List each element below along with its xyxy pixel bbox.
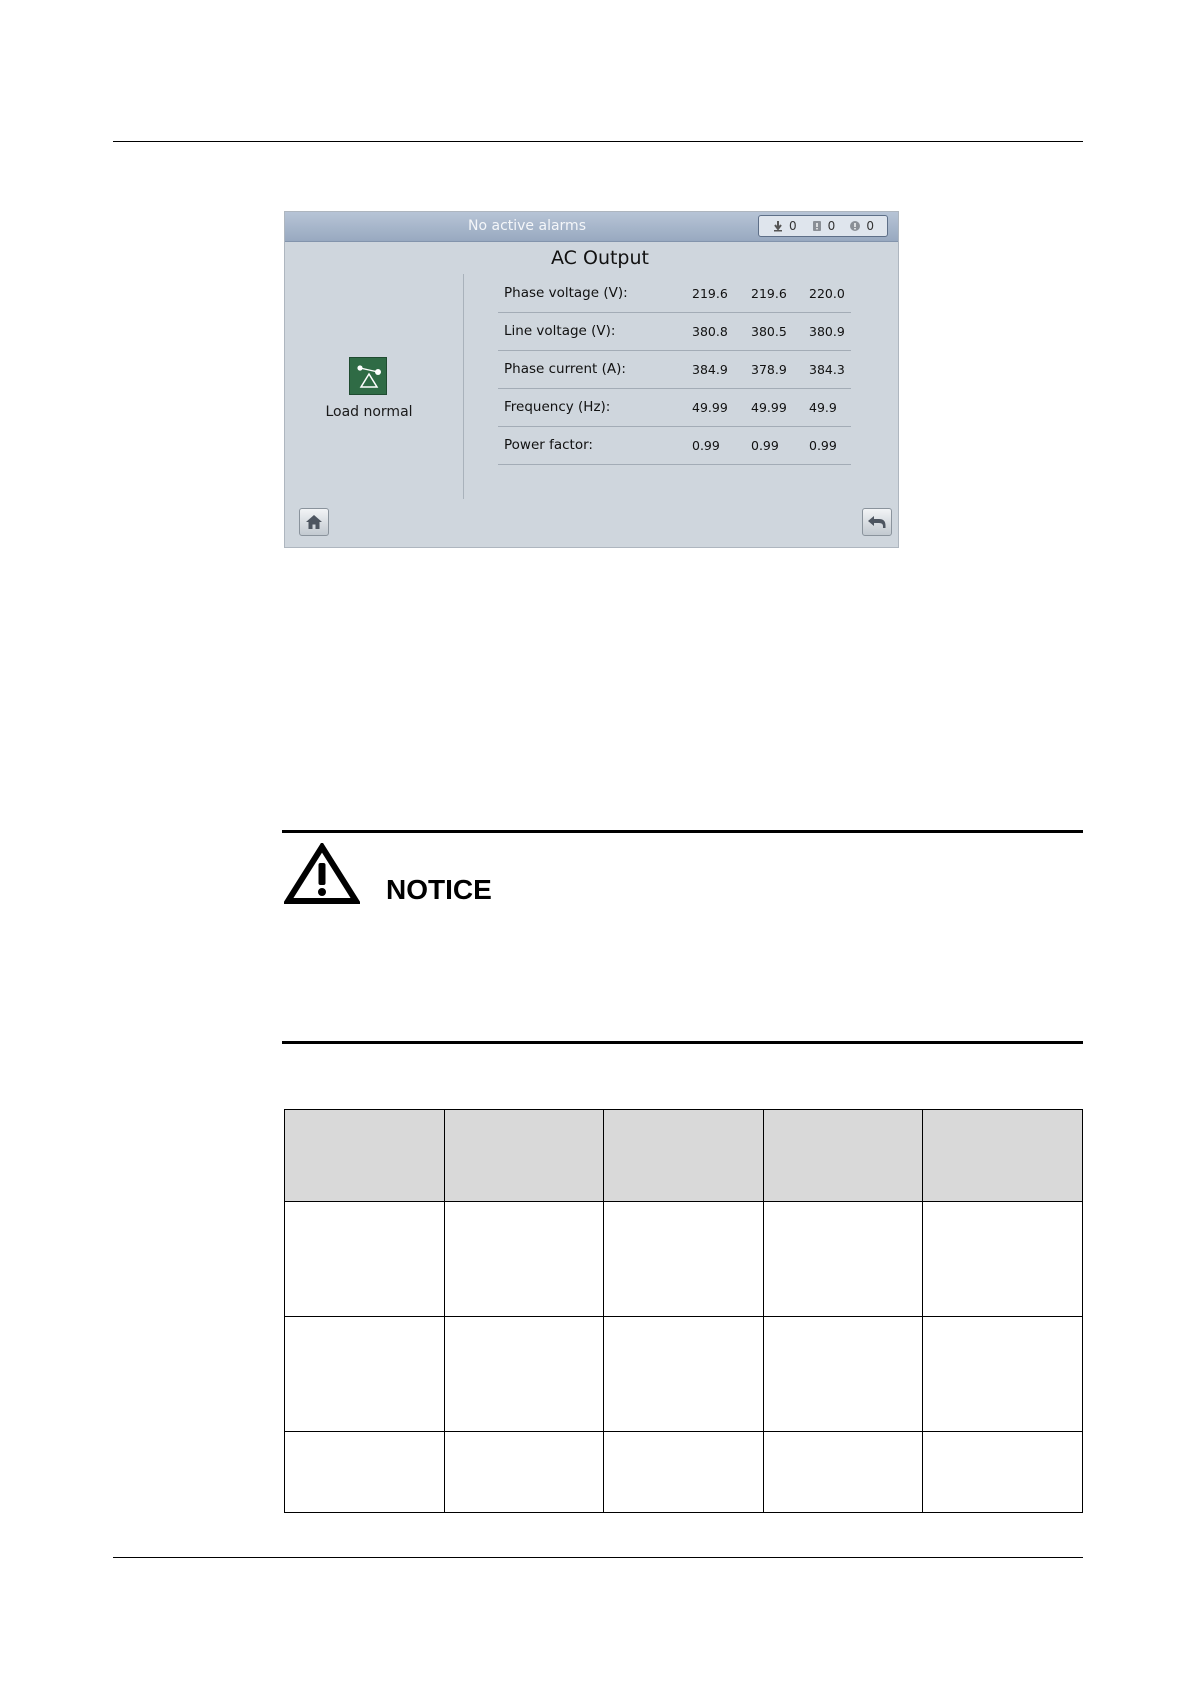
table-cell [285,1432,445,1513]
ups-screen [284,211,899,548]
phase-b-value: 49.99 [751,400,787,415]
table-cell [763,1202,923,1317]
phase-b-value: 0.99 [751,438,779,453]
table-header-cell [763,1110,923,1202]
phase-c-value: 0.99 [809,438,837,453]
phase-c-value: 220.0 [809,286,845,301]
phase-a-value: 49.99 [692,400,728,415]
table-row [498,351,851,389]
notice-top-rule [282,830,1083,833]
load-status-icon [350,358,386,394]
table-row [498,275,851,313]
ac-output-table [498,275,851,465]
warning-triangle-icon [284,843,360,905]
phase-c-value: 49.9 [809,400,837,415]
row-label: Power factor: [504,437,593,453]
header-rule [113,141,1083,142]
alarm-status-text: No active alarms [468,218,586,234]
table-row [498,389,851,427]
table-header-cell [923,1110,1083,1202]
table-cell [923,1317,1083,1432]
phase-b-value: 378.9 [751,362,787,377]
home-icon [305,514,323,530]
back-arrow-icon [867,514,887,530]
minor-alarm-icon [849,220,861,232]
table-header-cell [285,1110,445,1202]
phase-a-value: 219.6 [692,286,728,301]
table-cell [763,1432,923,1513]
back-button[interactable] [862,508,892,536]
phase-b-value: 219.6 [751,286,787,301]
page-title: AC Output [551,247,649,269]
table-cell [285,1317,445,1432]
load-status-label: Load normal [325,404,413,420]
row-label: Phase current (A): [504,361,626,377]
phase-a-value: 380.8 [692,324,728,339]
notice-label: NOTICE [386,874,492,905]
table-cell [923,1432,1083,1513]
row-label: Line voltage (V): [504,323,616,339]
table-row [285,1317,1083,1432]
table-row [498,313,851,351]
table-row [285,1202,1083,1317]
minor-alarm-count: 0 [849,219,874,233]
table-cell [444,1202,604,1317]
phase-c-value: 384.3 [809,362,845,377]
phase-b-value: 380.5 [751,324,787,339]
load-icon[interactable] [349,357,387,395]
table-cell [285,1202,445,1317]
major-alarm-count: 0 [811,219,836,233]
critical-alarm-icon [772,220,784,232]
row-label: Frequency (Hz): [504,399,611,415]
phase-a-value: 384.9 [692,362,728,377]
vertical-divider [463,274,464,499]
row-label: Phase voltage (V): [504,285,628,301]
table-row [498,427,851,465]
alarm-bar[interactable] [285,212,898,242]
critical-alarm-count: 0 [772,219,797,233]
table-cell [604,1202,764,1317]
major-alarm-icon [811,220,823,232]
alarm-counter[interactable] [758,215,888,237]
phase-a-value: 0.99 [692,438,720,453]
home-button[interactable] [299,508,329,536]
footer-rule [113,1557,1083,1558]
table-cell [604,1432,764,1513]
table-header-row [285,1110,1083,1202]
table-cell [444,1317,604,1432]
table-cell [923,1202,1083,1317]
table-header-cell [604,1110,764,1202]
table-cell [444,1432,604,1513]
table-header-cell [444,1110,604,1202]
table-cell [763,1317,923,1432]
data-table [284,1109,1083,1513]
table-cell [604,1317,764,1432]
notice-bottom-rule [282,1041,1083,1044]
phase-c-value: 380.9 [809,324,845,339]
table-row [285,1432,1083,1513]
